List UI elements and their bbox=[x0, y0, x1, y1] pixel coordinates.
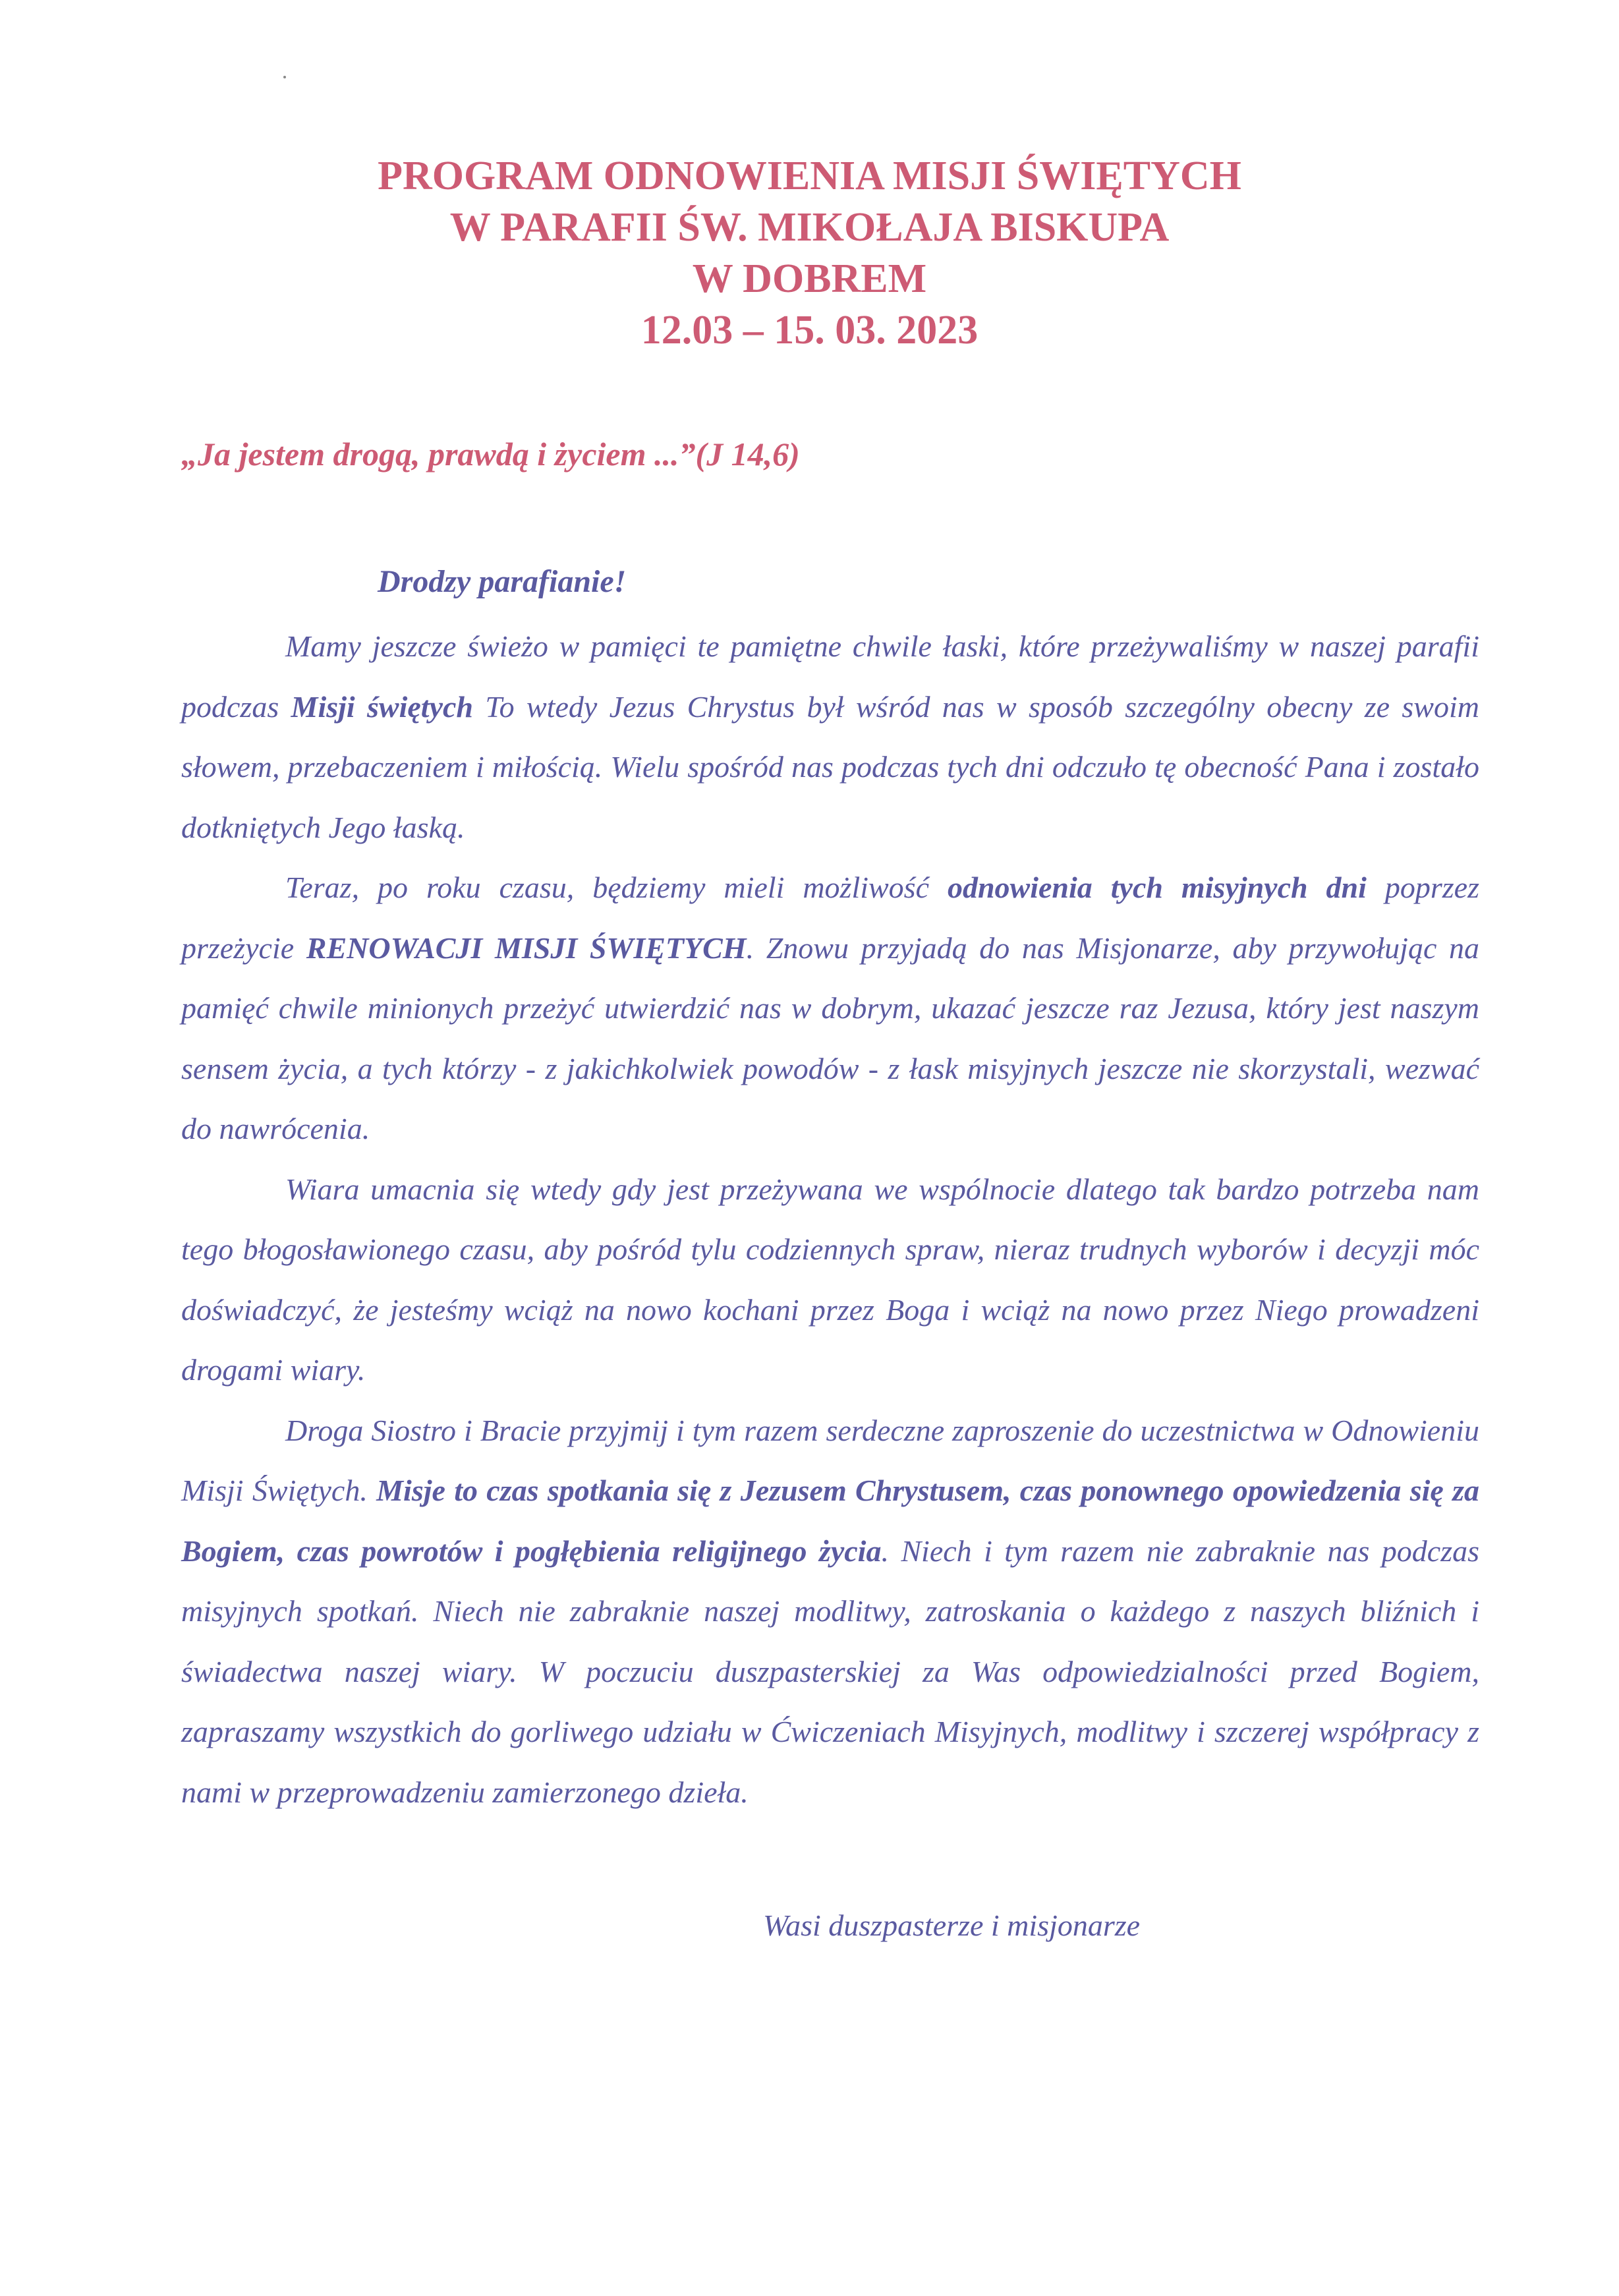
greeting: Drodzy parafianie! bbox=[378, 564, 627, 599]
scan-speck bbox=[283, 76, 286, 78]
letter-paragraph bbox=[181, 1159, 1479, 1400]
paragraph-text: Mamy jeszcze świeżo w pamięci te pamiętne chwile łaski, które przeżywaliśmy w naszej parafii podczas bbox=[181, 629, 1479, 724]
letter-body bbox=[181, 616, 1479, 1822]
paragraph-text: Droga Siostro i Bracie przyjmij i tym razem serdeczne zaproszenie do uczestnictwa w Odnowieniu Misji Świętych. bbox=[181, 1413, 1479, 1507]
paragraph-text: To wtedy Jezus Chrystus był wśród nas w sposób szczególny obecny ze swoim słowem, przebaczeniem i miłością. Wielu spośród nas podczas tych dni odczuło tę obecność Pana i zostało dotkniętych Jego łaską. bbox=[181, 689, 1479, 844]
title-line: PROGRAM ODNOWIENIA MISJI ŚWIĘTYCH bbox=[378, 154, 1241, 198]
paragraph-text: . Niech i tym razem nie zabraknie nas podczas misyjnych spotkań. Niech nie zabraknie naszej modlitwy, zatroskania o każdego z naszych bliźnich i świadectwa naszej wiary. W poczuciu duszpasterskiej za Was odpowiedzialności przed Bogiem, zapraszamy wszystkich do gorliwego udziału w Ćwiczeniach Misyjnych, modlitwy i szczerej współpracy z nami w przeprowadzeniu zamierzonego dzieła. bbox=[181, 1534, 1479, 1809]
title-line: W PARAFII ŚW. MIKOŁAJA BISKUPA bbox=[449, 205, 1170, 250]
letter-paragraph bbox=[181, 1400, 1479, 1823]
emphasized-text: Misje to czas spotkania się z Jezusem Chrystusem, czas ponownego opowiedzenia się za Bogiem, czas powrotów i pogłębienia religijnego życia bbox=[181, 1474, 1479, 1568]
title-line: W DOBREM bbox=[692, 256, 927, 301]
emphasized-text: RENOWACJI MISJI ŚWIĘTYCH bbox=[306, 931, 747, 965]
letter-paragraph bbox=[181, 857, 1479, 1159]
letter-paragraph bbox=[181, 616, 1479, 857]
paragraph-text: Teraz, po roku czasu, będziemy mieli możliwość bbox=[285, 871, 948, 904]
paragraph-text: Wiara umacnia się wtedy gdy jest przeżywana we wspólnocie dlatego tak bardzo potrzeba nam tego błogosławionego czasu, aby pośród tylu codziennych spraw, nieraz trudnych wyborów i decyzji móc doświadczyć, że jesteśmy wciąż na nowo kochani przez Boga i wciąż na nowo przez Niego prowadzeni drogami wiary. bbox=[181, 1172, 1479, 1387]
title-dates: 12.03 – 15. 03. 2023 bbox=[640, 308, 979, 353]
bible-quote: „Ja jestem drogą, prawdą i życiem ...”(J 14,6) bbox=[181, 436, 800, 473]
document-title bbox=[0, 150, 1619, 356]
paragraph-text: poprzez przeżycie bbox=[181, 871, 1479, 965]
signature: Wasi duszpasterze i misjonarze bbox=[763, 1909, 1141, 1942]
paragraph-text: . Znowu przyjadą do nas Misjonarze, aby przywołując na pamięć chwile minionych przeżyć utwierdzić nas w dobrym, ukazać jeszcze raz Jezusa, który jest naszym sensem życia, a tych którzy - z jakichkolwiek powodów - z łask misyjnych jeszcze nie skorzystali, wezwać do nawrócenia. bbox=[181, 931, 1479, 1145]
emphasized-text: Misji świętych bbox=[291, 689, 473, 724]
emphasized-text: odnowienia tych misyjnych dni bbox=[947, 871, 1367, 904]
